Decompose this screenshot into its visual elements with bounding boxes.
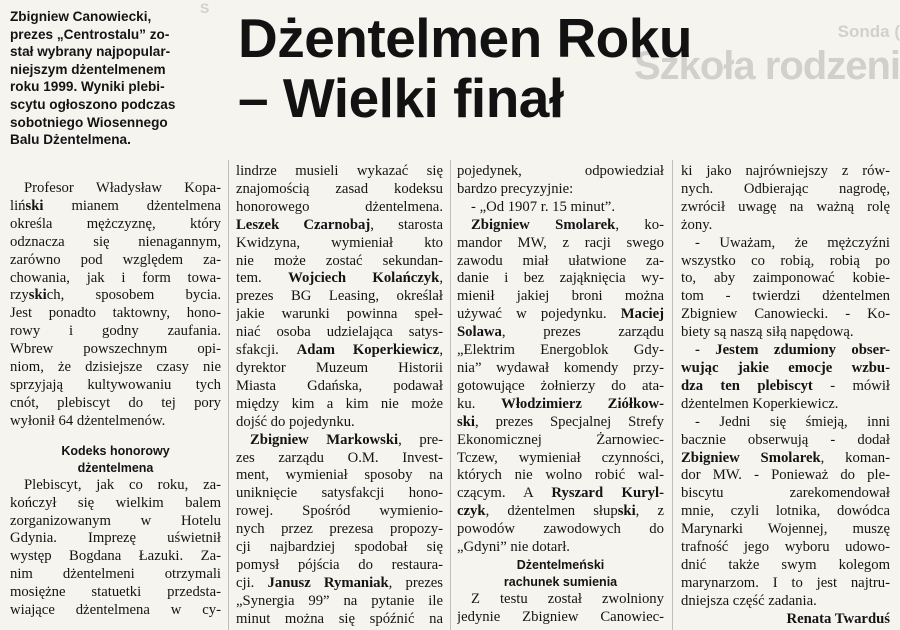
text-line: Z testu został zwolniony [471,590,664,607]
article-column-2 [236,163,443,629]
text-line: Miasta Gdańska, podawał [236,377,443,394]
text-line: tom - twierdzi dżentelmen [681,288,890,305]
text-line: rowy i godny zaufania. [10,323,221,340]
text-line: określa mężczyznę, który [10,215,221,232]
lead-line: scytu ogłoszono podczas [10,96,176,112]
section-subheading: Kodeks honorowy [61,443,170,458]
text-line: zorganizowanym w Hotelu [10,512,221,529]
section-subheading: dżentelmena [77,460,154,475]
text-line: dniejsza część zadania. [681,592,817,609]
text-line: których nie wolno robić wal- [457,467,664,484]
person-name: ski [586,557,605,572]
text-line: wyłonił 64 dżentelmenów. [10,412,166,429]
text-line: ment, wymieniał sposoby na [236,467,443,484]
text-line: wszystko co robią, robią po [681,252,890,269]
text-line: używać w pojedynku. Maciej [457,306,664,323]
text-line: Zbigniew Canowiecki. - Ko- [681,306,890,323]
text-line: danie i bez zająknięcia wy- [457,270,664,287]
lead-line: Zbigniew Canowiecki, [10,9,152,24]
person-name: czyk [457,503,486,520]
lead-line: Balu Dżentelmena. [10,132,131,148]
text-line: pojedynek, odpowiedział [457,163,664,179]
text-line: Zbigniew Smolarek, koman- [681,449,890,466]
person-name: - Jestem zdumiony obser- [695,342,890,359]
person-name: Adam Koperkiewicz [296,342,440,359]
text-line: ku. Włodzimierz Ziółkow- [457,395,664,412]
text-line: minut można się spóźnić na [236,610,443,627]
text-line: nie może zostać sekundan- [236,252,443,269]
person-name: Zbigniew Smolarek [471,216,616,233]
person-name: Ryszard Kuryl- [551,485,664,502]
text-line: ki jako najrówniejszy z rów- [681,163,890,179]
text-line: Plebiscyt, jak co roku, za- [24,476,221,493]
article-column-3 [457,163,664,627]
text-line: niać osoba udzielająca satys- [236,324,443,341]
text-line: Wbrew powszechnym opi- [10,341,221,358]
text-line: - Jedni się śmieją, inni [695,413,890,430]
text-line: Jest ponadto taktowny, hono- [10,305,221,322]
bleed-through-text-left: S [200,0,210,16]
text-line: - Uważam, że mężczyźni [695,234,890,251]
text-line: „Elektrim Energoblok Gdy- [457,342,664,359]
text-line: cji. Janusz Rymaniak, prezes [236,574,443,591]
text-line [681,360,890,378]
article-lead [10,8,224,149]
person-name: Leszek Czarnobaj [236,216,371,233]
text-line: mienił jakiej broni można [457,288,664,305]
text-line: nia” wydawał komendy przy- [457,359,664,376]
text-line: sfakcji. Adam Koperkiewicz, [236,342,443,359]
person-name: ski [457,413,475,430]
text-line: odznacza się nienagannym, [10,233,221,250]
text-line: Zbigniew Smolarek, ko- [471,216,664,233]
column-rule [450,160,451,630]
lead-line: prezes „Centrostalu” zo- [10,26,170,42]
headline-line-2: – Wielki finał [238,67,564,129]
text-line: honorowego dżentelmena. [236,198,443,215]
text-line: tem. Wojciech Kolańczyk, [236,270,443,287]
text-line: powodów zawodowych do [457,521,664,538]
text-line: zwrócił uwagę na ważną rolę [681,198,890,215]
person-name: ski [25,197,44,214]
text-line: biscytu zarekomendował [681,485,890,502]
person-name: Włodzimierz Ziółkow- [501,395,664,412]
text-line: dza ten plebiscyt - mówił [681,377,890,394]
text-line: jakie warunki powinna speł- [236,306,443,323]
text-line: rzyskich, sposobem bycia. [10,287,221,304]
text-line: biety są naszą siłą napędową. [681,324,854,341]
lead-line: roku 1999. Wyniki plebi- [10,79,165,95]
person-name: ski [28,287,47,304]
text-line: cnót, plebiscyt do tej pory [10,394,221,411]
person-name: dza ten plebiscyt [681,377,813,394]
text-line: nych przez prezesa propozy- [236,521,443,538]
lead-line: niejszym dżentelmenem [10,61,166,77]
text-line: dor MW. - Ponieważ do ple- [681,467,890,484]
text-line: mnie, czyli lotnika, dowódca [681,503,890,520]
text-line: Gdynia. Imprezę uświetnił [10,530,221,547]
paragraph-gap [10,431,221,443]
text-line: czącym. A Ryszard Kuryl- [457,485,664,502]
text-line: mandor MW, z racji swego [457,234,664,251]
text-line: Kwidzyna, wymieniał kto [236,234,443,251]
text-line: nych. Odbierając nagrodę, [681,180,890,197]
person-name: ski [617,503,636,520]
text-line: nim dżentelmeni otrzymali [10,566,221,583]
text-line: gotowujące żołnierzy do ata- [457,377,664,394]
person-name: Solawa [457,324,502,341]
text-line: trafność jego wyboru udowo- [681,539,890,556]
text-line: chowania, jak i form towa- [10,269,221,286]
person-name: Zbigniew Markowski [250,431,399,448]
column-rule [228,160,229,630]
text-line: Leszek Czarnobaj, starosta [236,216,443,233]
text-line: dżentelmen Koperkiewicz. [681,395,839,412]
text-line: Marynarki Wojennej, muszę [681,521,890,538]
text-line: występ Bogdana Łazuki. Za- [10,548,221,565]
lead-line: sobotniego Wiosennego [10,114,168,130]
text-line: lindrze musieli wykazać się [236,163,443,179]
author-signature: Renata Twarduś [786,610,890,627]
text-line: ski, prezes Specjalnej Strefy [457,413,664,430]
column-rule [672,160,673,630]
text-line: zawodu miał ułatwione za- [457,252,664,269]
text-line: mosiężne statuetki przedsta- [10,584,221,601]
text-line: dyrektor Muzeum Historii [236,359,443,376]
text-line: Profesor Władysław Kopa- [24,180,221,196]
text-line: zarówno pod względem za- [10,251,221,268]
person-name: Wojciech Kolańczyk [288,270,440,287]
text-line: bacznie obserwują - dodał [681,431,890,448]
text-line [681,342,890,360]
text-line: żony. [681,216,713,233]
text-line: dnić także swym kolegom [681,556,890,573]
text-line: Tczew, wymieniał czynności, [457,449,664,466]
article-column-4 [681,163,890,629]
person-name: Janusz Rymaniak [267,574,389,591]
text-line [681,611,890,629]
text-line: „Gdyni” nie dotarł. [457,539,570,556]
article-column-1 [10,180,221,620]
text-line: liński mianem dżentelmena [10,197,221,214]
text-line: zes zarządu O.M. Invest- [236,449,443,466]
text-line: jedynie Zbigniew Canowiec- [457,608,664,625]
text-line: Solawa, prezes zarządu [457,324,664,341]
text-line: dojść do pojedynku. [236,413,355,430]
text-line: rowej. Spośród wymienio- [236,503,443,520]
text-line: - „Od 1907 r. 15 minut”. [471,198,615,215]
text-line: bardzo precyzyjnie: [457,180,574,197]
text-line: Zbigniew Markowski, pre- [250,431,443,448]
text-line: pomysł pójścia do restaura- [236,556,443,573]
bleed-through-headline-right: Szkoła rodzeni [633,44,900,88]
headline-line-1: Dżentelmen Roku [238,7,692,69]
text-line: wiające dżentelmena w cy- [10,602,221,619]
lead-line: stał wybrany najpopular- [10,44,171,60]
text-line: „Synergia 99” na pytanie ile [236,592,443,609]
text-line: prezes BG Leasing, określał [236,288,443,305]
person-name: Zbigniew Smolarek [681,449,821,466]
text-line: to, aby zaimponować kobie- [681,270,890,287]
text-line: kończył się wielkim balem [10,494,221,511]
person-name: Maciej [620,306,664,323]
text-line: marynarzom. I to jest najtru- [681,574,890,591]
section-subheading: Dżentelmeński [516,557,605,572]
text-line: cji najbardziej spodobał się [236,539,443,556]
text-line: Ekonomicznej Żarnowiec- [457,431,664,448]
article-headline [238,7,692,129]
text-line: między kim a kim nie może [236,395,443,412]
text-line: sprzyjają kultywowaniu tych [10,376,221,393]
text-line: znajomością zasad kodeksu [236,180,443,197]
text-line: niom, że dzisiejsze czasy nie [10,359,221,376]
section-subheading: rachunek sumienia [503,574,618,589]
bleed-through-text-right: Sonda ( [837,22,900,41]
person-name: wując jakie emocje wzbu- [681,359,890,376]
text-line: czyk, dżentelmen słupski, z [457,503,664,520]
text-line: uniknięcie satysfakcji hono- [236,485,443,502]
